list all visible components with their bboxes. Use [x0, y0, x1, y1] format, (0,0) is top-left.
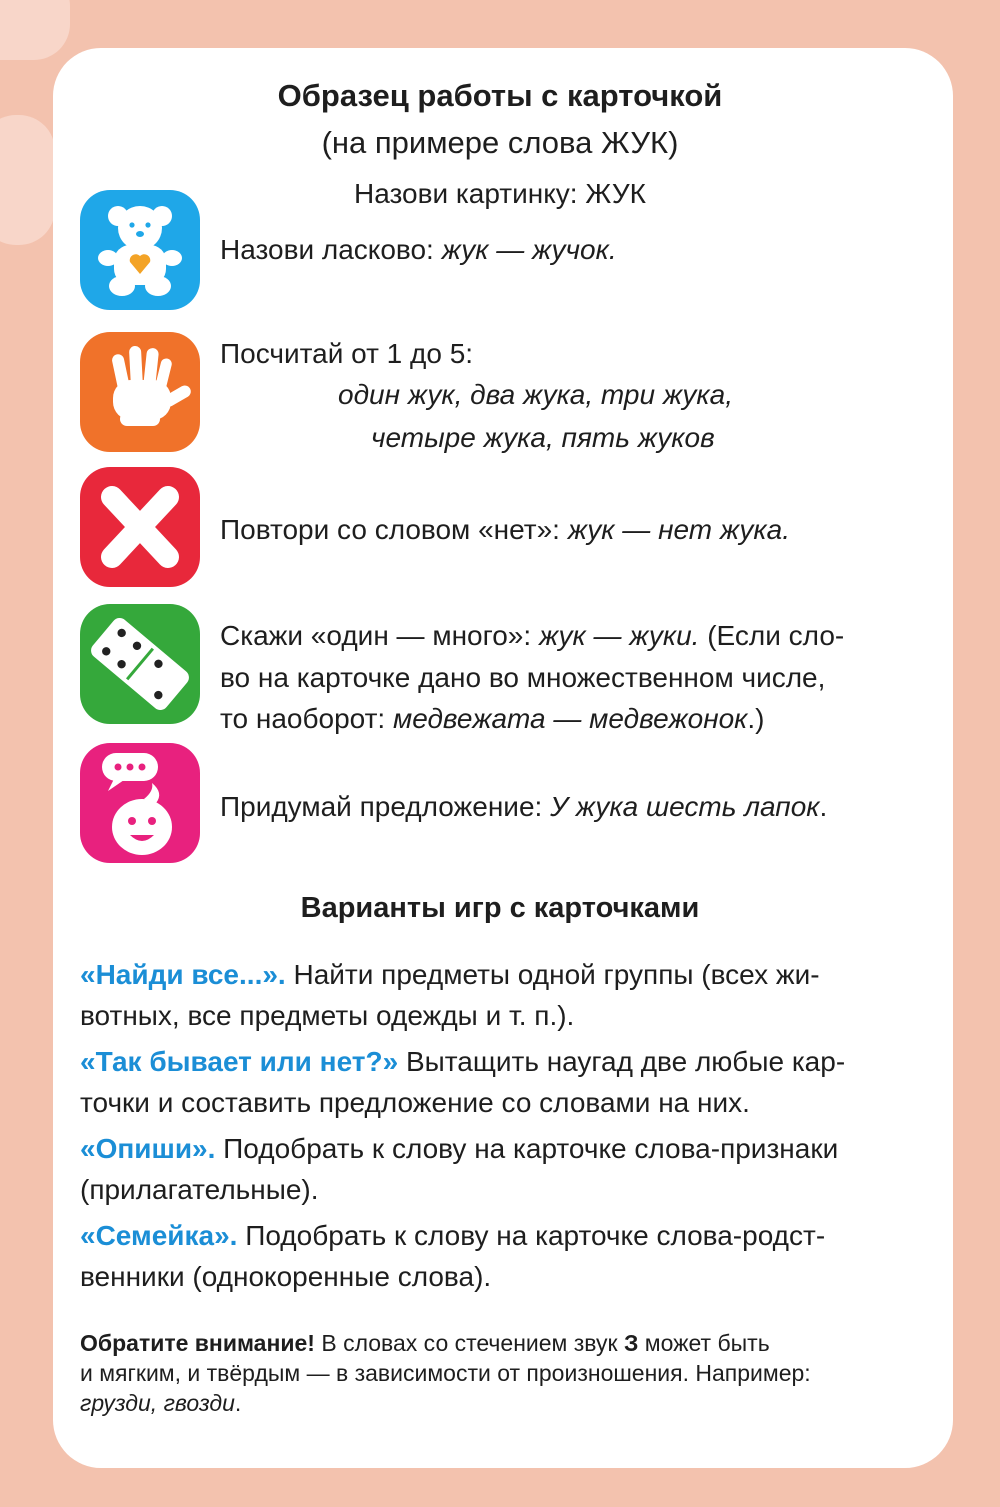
hand-icon [80, 332, 200, 452]
task-label: Назови ласково: [220, 234, 442, 265]
note-text: может быть [638, 1330, 770, 1356]
game-line: точки и составить предложение со словами на них. [80, 1087, 750, 1118]
game-name: «Опиши». [80, 1133, 216, 1164]
note-text: В словах со стечением звук [314, 1330, 624, 1356]
game-description: Вытащить наугад две любые кар- [398, 1046, 846, 1077]
game-description: Подобрать к слову на карточке слова-родст- [237, 1220, 826, 1251]
note-line: и мягким, и твёрдым — в зависимости от произношения. Например: [80, 1360, 811, 1386]
game-description: Найти предметы одной группы (всех жи- [285, 959, 820, 990]
note-heading: Обратите внимание! [80, 1330, 315, 1356]
task-example: У жука шесть лапок [550, 791, 820, 822]
task-repeat-with-no [220, 508, 790, 552]
note-line [80, 1388, 930, 1418]
attention-note [80, 1328, 930, 1418]
task-example: жук — жучок. [441, 234, 617, 265]
game-item-family [80, 1215, 930, 1297]
background-shape-top-left [0, 0, 70, 60]
task-label: Придумай предложение: [220, 791, 551, 822]
game-name: «Найди все...». [80, 959, 286, 990]
games-section-title: Варианты игр с карточками [300, 892, 700, 924]
game-name: «Так бывает или нет?» [80, 1046, 399, 1077]
task-make-sentence [220, 785, 827, 829]
task-note: то наоборот: [220, 703, 393, 734]
task-example: жук — нет жука. [567, 514, 790, 545]
task-example: медвежата — медвежонок [393, 703, 748, 734]
game-description: Подобрать к слову на карточке слова-признаки [215, 1133, 839, 1164]
speech-face-icon [80, 743, 200, 863]
task-count-example-line1: один жук, два жука, три жука, [338, 379, 734, 410]
note-text: . [234, 1390, 242, 1416]
game-name: «Семейка». [80, 1220, 238, 1251]
game-line: (прилагательные). [80, 1174, 319, 1205]
note-letter: З [623, 1330, 639, 1356]
game-line [80, 954, 930, 995]
task-one-many-line3 [220, 697, 765, 741]
note-line [80, 1328, 930, 1358]
game-item-happens-or-not [80, 1041, 930, 1123]
cross-icon [80, 467, 200, 587]
task-example: жук — жуки. [538, 620, 700, 651]
name-picture-instruction: Назови картинку: ЖУК [354, 178, 646, 209]
task-label: Повтори со словом «нет»: [220, 514, 568, 545]
task-one-many-line1 [220, 614, 844, 658]
task-note: . [819, 791, 828, 822]
game-line [80, 1041, 930, 1082]
domino-icon [80, 604, 200, 724]
task-name-affectionately [220, 228, 617, 272]
teddy-bear-icon [80, 190, 200, 310]
game-item-describe [80, 1128, 930, 1210]
task-note: .) [747, 703, 765, 734]
task-count-label: Посчитай от 1 до 5: [220, 338, 474, 369]
card-title: Образец работы с карточкой [277, 78, 723, 113]
note-examples: грузди, гвозди [80, 1390, 235, 1416]
game-line: вотных, все предметы одежды и т. п.). [80, 1000, 575, 1031]
card-subtitle: (на примере слова ЖУК) [321, 125, 679, 160]
task-count-example-line2: четыре жука, пять жуков [371, 422, 715, 453]
game-line [80, 1215, 930, 1256]
task-label: Скажи «один — много»: [220, 620, 539, 651]
game-line: венники (однокоренные слова). [80, 1261, 492, 1292]
task-note: (Если сло- [699, 620, 845, 651]
game-line [80, 1128, 930, 1169]
task-one-many-line2: во на карточке дано во множественном числе, [220, 662, 826, 693]
game-item-find-all [80, 954, 930, 1036]
